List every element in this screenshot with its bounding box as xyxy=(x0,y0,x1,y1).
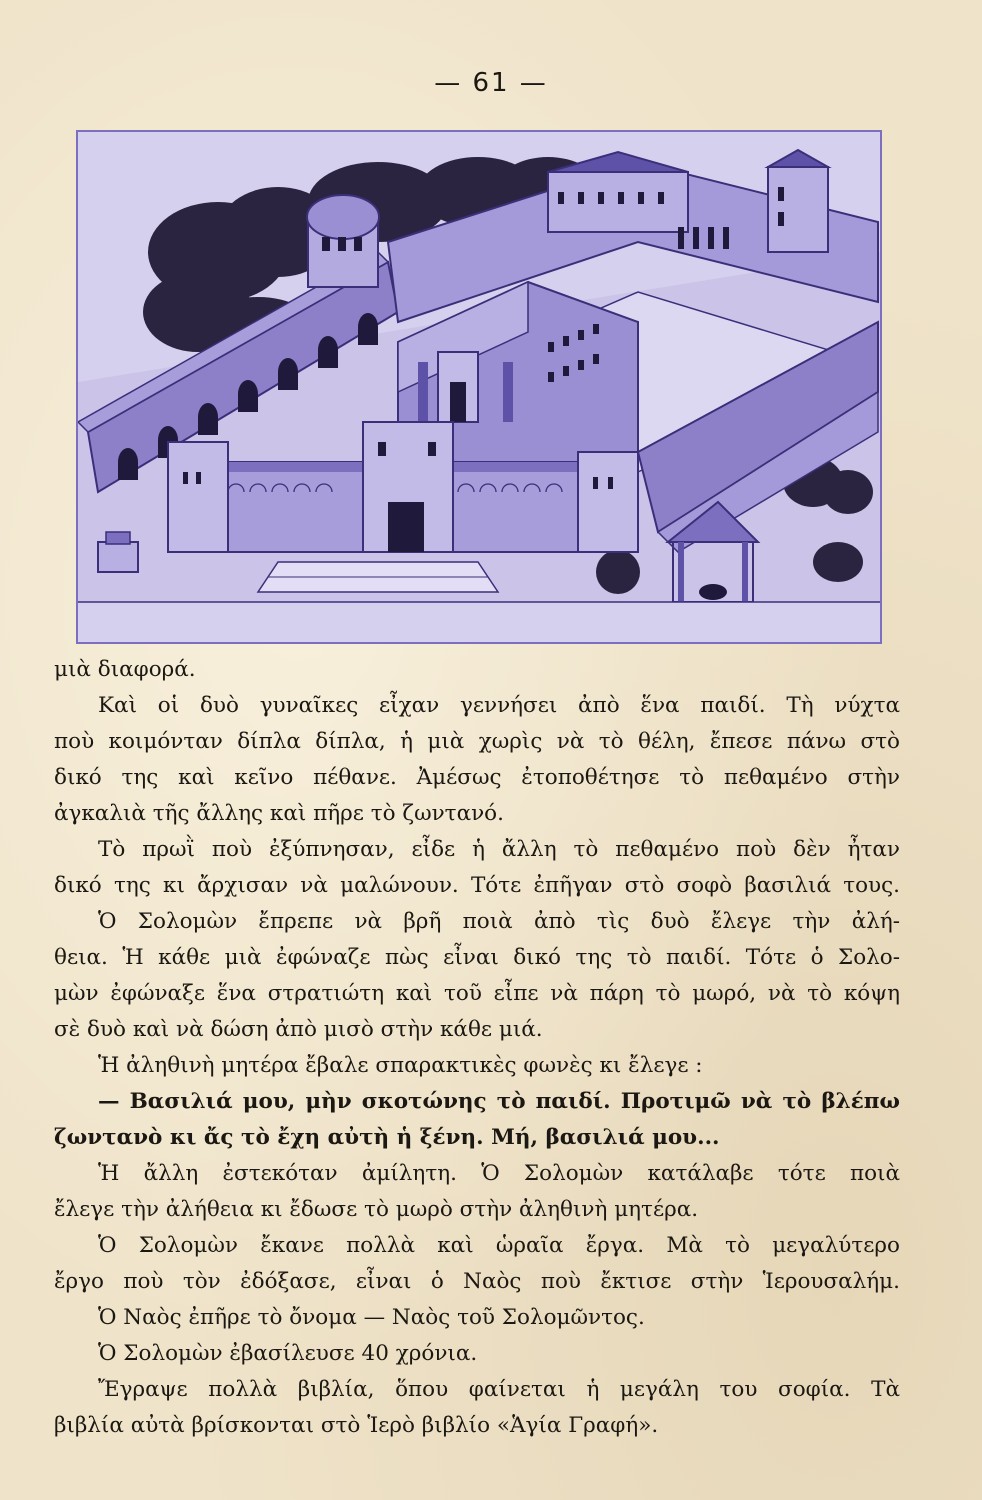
temple-illustration xyxy=(76,130,882,644)
text-line: θεια. Ἡ κάθε μιὰ ἐφώναζε πὼς εἶναι δικό της τὸ παιδί. Τότε ὁ Σολο- xyxy=(54,945,900,970)
text-line: — Βασιλιά μου, μὴν σκοτώνης τὸ παιδί. Προτιμῶ νὰ τὸ βλέπω xyxy=(98,1089,900,1114)
text-line: Ὁ Σολομὼν ἐβασίλευσε 40 χρόνια. xyxy=(98,1341,478,1366)
text-line: Τὸ πρωῒ ποὺ ἐξύπνησαν, εἶδε ἡ ἄλλη τὸ πεθαμένο ποὺ δὲν ἦταν xyxy=(98,837,900,862)
text-line: Ἡ ἄλλη ἐστεκόταν ἀμίλητη. Ὁ Σολομὼν κατάλαβε τότε ποιὰ xyxy=(98,1161,900,1186)
text-line: Ὁ Σολομὼν ἔπρεπε νὰ βρῆ ποιὰ ἀπὸ τὶς δυὸ ἔλεγε τὴν ἀλή- xyxy=(98,909,900,934)
text-line: μὼν ἐφώναξε ἕνα στρατιώτη καὶ τοῦ εἶπε νὰ πάρη τὸ μωρό, νὰ τὸ κόψη xyxy=(54,981,900,1006)
text-line: ποὺ κοιμόνταν δίπλα δίπλα, ἡ μιὰ χωρὶς νὰ τὸ θέλη, ἔπεσε πάνω στὸ xyxy=(54,729,900,754)
text-line: ἀγκαλιὰ τῆς ἄλλης καὶ πῆρε τὸ ζωντανό. xyxy=(54,801,504,826)
page-number: — 61 — xyxy=(434,68,548,98)
temple-drawing xyxy=(78,132,880,642)
text-line: Ὁ Ναὸς ἐπῆρε τὸ ὄνομα — Ναὸς τοῦ Σολομῶντος. xyxy=(98,1305,645,1330)
text-line: Ὁ Σολομὼν ἔκανε πολλὰ καὶ ὡραῖα ἔργα. Μὰ τὸ μεγαλύτερο xyxy=(98,1233,900,1258)
body-text xyxy=(54,652,900,1444)
text-line: Ἡ ἀληθινὴ μητέρα ἔβαλε σπαρακτικὲς φωνὲς κι ἔλεγε : xyxy=(98,1053,703,1078)
text-line: βιβλία αὐτὰ βρίσκονται στὸ Ἱερὸ βιβλίο «Ἁγία Γραφή». xyxy=(54,1413,659,1438)
text-line: Ἔγραψε πολλὰ βιβλία, ὅπου φαίνεται ἡ μεγάλη του σοφία. Τὰ xyxy=(98,1377,900,1402)
text-line: Καὶ οἱ δυὸ γυναῖκες εἶχαν γεννήσει ἀπὸ ἕνα παιδί. Τὴ νύχτα xyxy=(98,693,900,718)
text-line: ζωντανὸ κι ἄς τὸ ἔχη αὐτὴ ἡ ξένη. Μή, βασιλιά μου... xyxy=(54,1125,720,1150)
text-line: δικό της καὶ κεῖνο πέθανε. Ἀμέσως ἐτοποθέτησε τὸ πεθαμένο στὴν xyxy=(54,765,900,790)
text-line: δικό της κι ἄρχισαν νὰ μαλώνουν. Τότε ἐπῆγαν στὸ σοφὸ βασιλιά τους. xyxy=(54,873,900,898)
text-line: μιὰ διαφορά. xyxy=(54,657,196,682)
text-line: ἔλεγε τὴν ἀλήθεια κι ἔδωσε τὸ μωρὸ στὴν ἀληθινὴ μητέρα. xyxy=(54,1197,699,1222)
text-line: σὲ δυὸ καὶ νὰ δώση ἀπὸ μισὸ στὴν κάθε μιά. xyxy=(54,1017,543,1042)
text-line: ἔργο ποὺ τὸν ἐδόξασε, εἶναι ὁ Ναὸς ποὺ ἔκτισε στὴν Ἱερουσαλήμ. xyxy=(54,1269,900,1294)
